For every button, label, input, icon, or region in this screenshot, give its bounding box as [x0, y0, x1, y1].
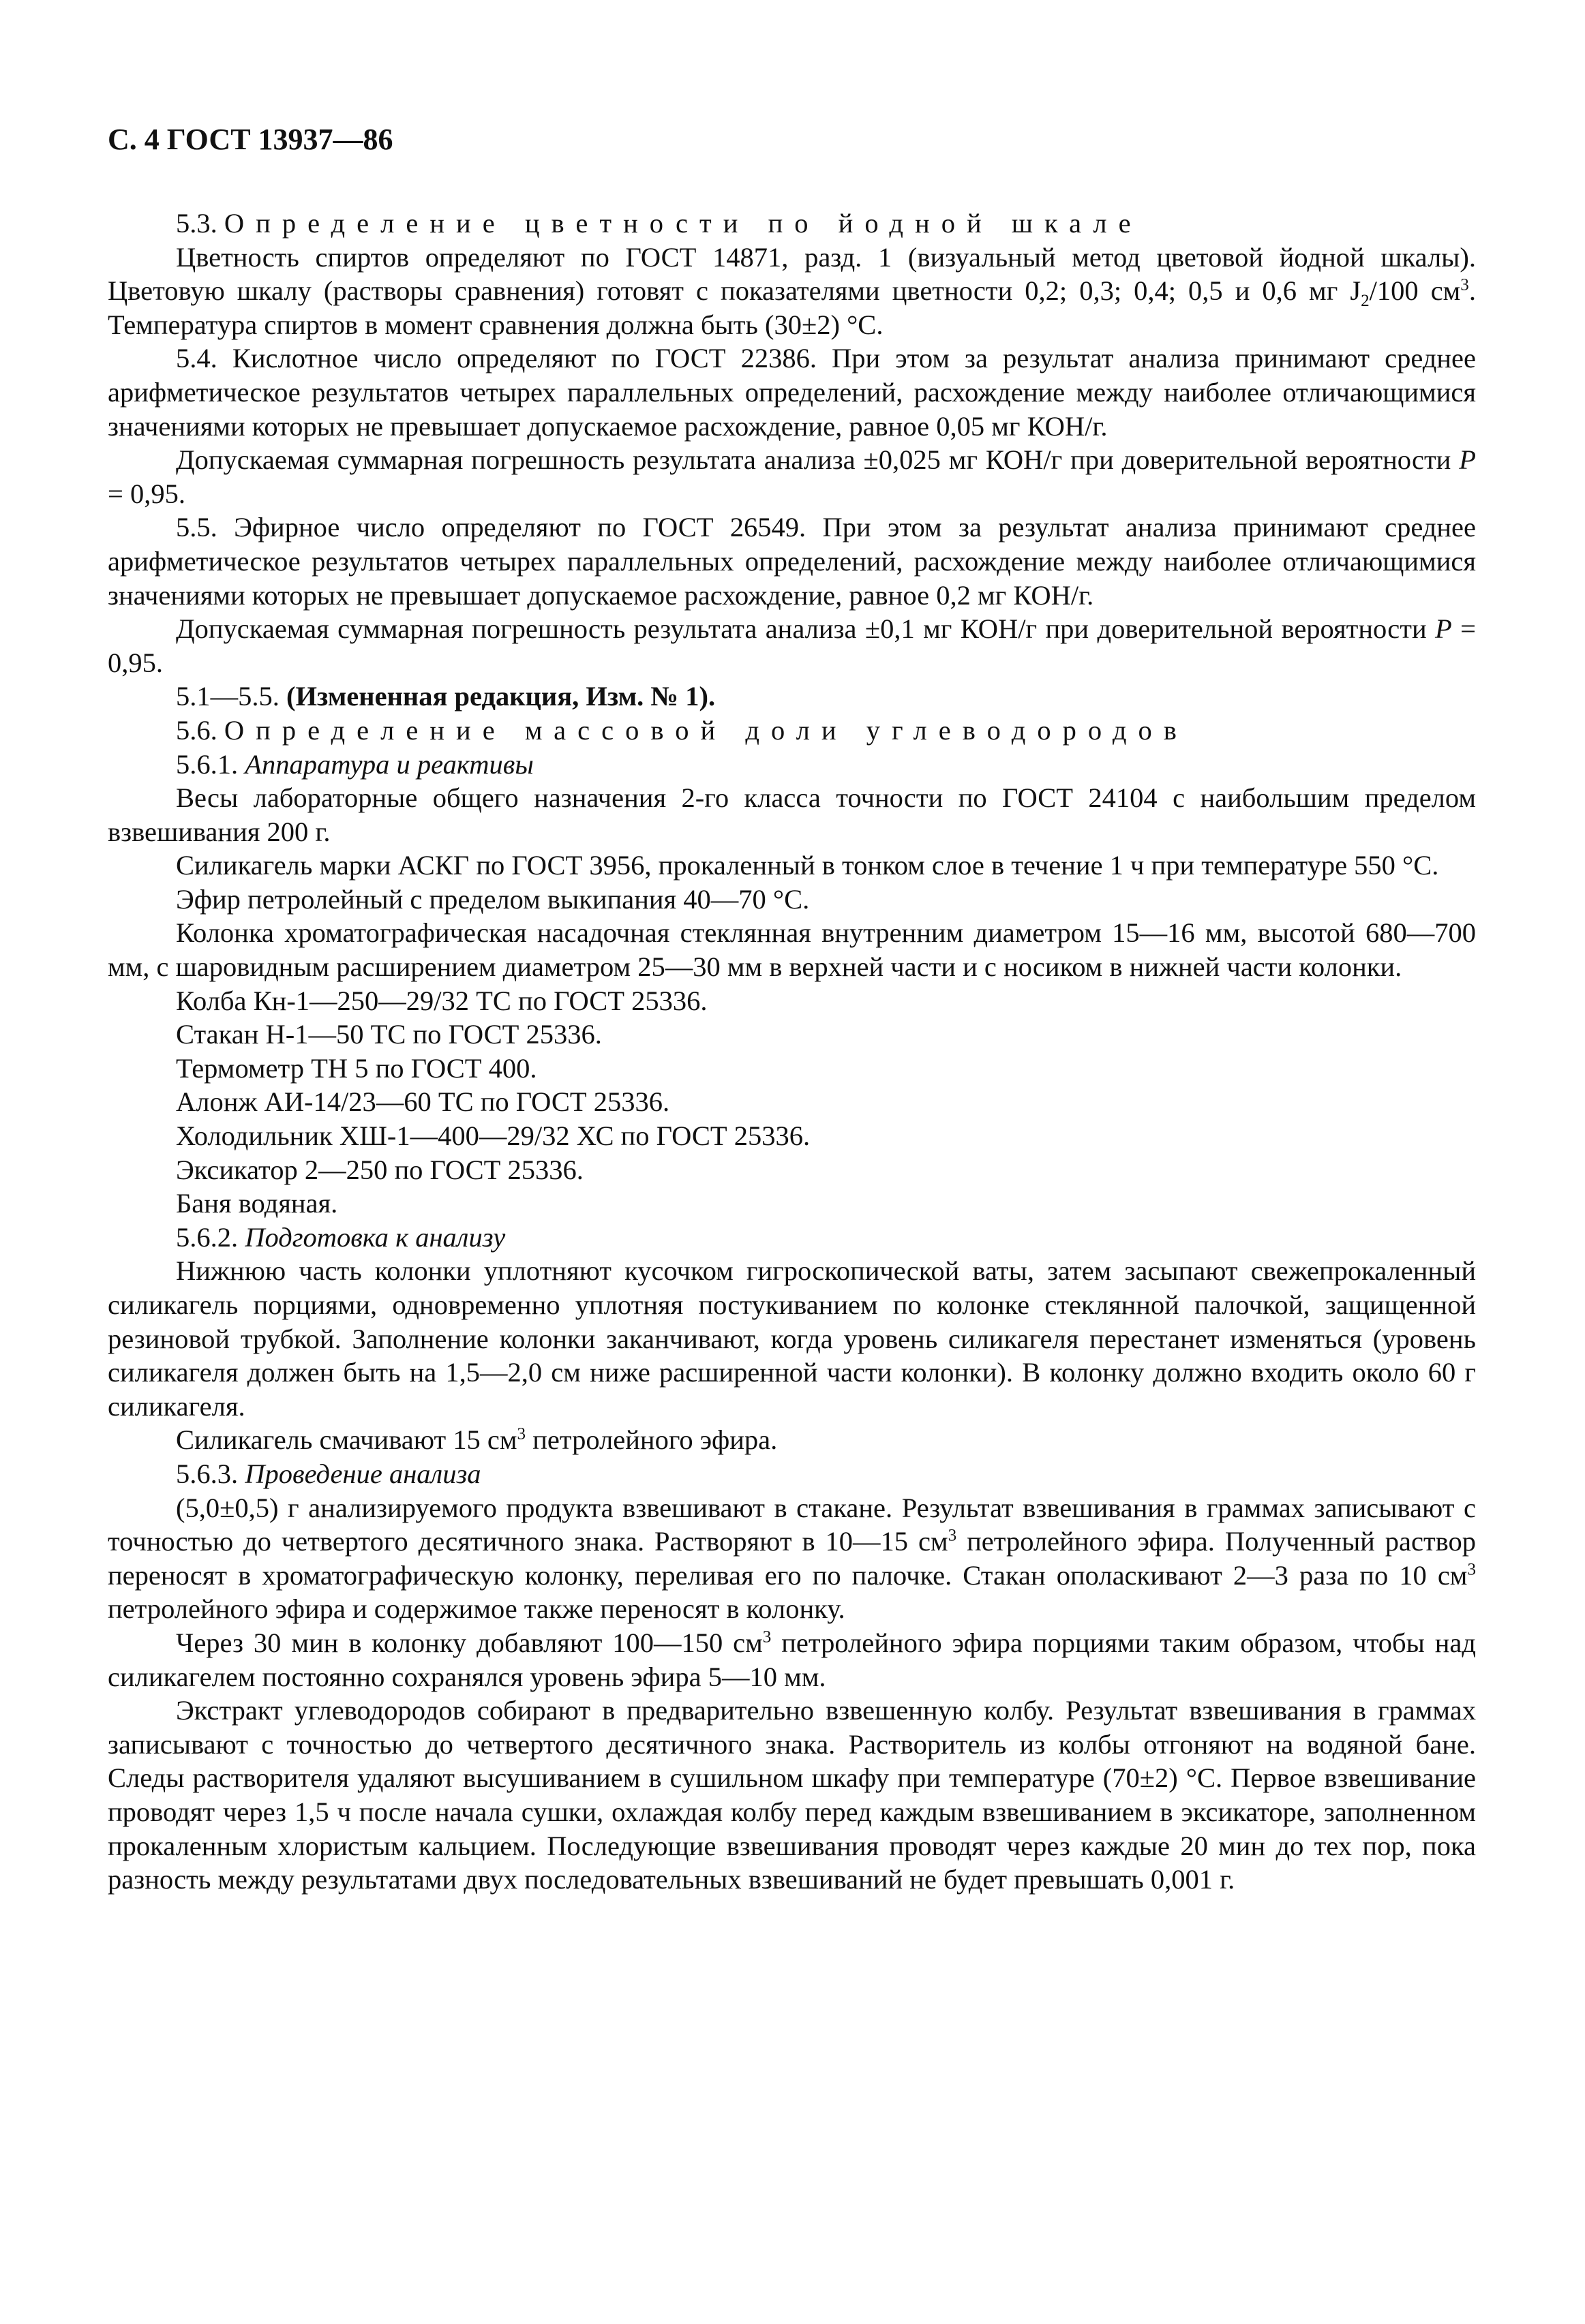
equipment-item: Колба Кн-1—250—29/32 ТС по ГОСТ 25336.: [176, 985, 708, 1016]
text-run: 5.1—5.5.: [176, 681, 286, 712]
section-number: 5.3.: [176, 208, 224, 239]
text-run: петролейного эфира.: [526, 1424, 778, 1456]
section-5-6-3-heading: [108, 1457, 1476, 1491]
superscript: 3: [517, 1424, 526, 1443]
section-number: 5.6.: [176, 714, 224, 746]
section-5-4-paragraph: 5.4. Кислотное число определяют по ГОСТ 22386. При этом за результат анализа принимают среднее арифметическое результатов четырех параллельных определений, расхождение между наиболее отличающимися значениями которых не превышает допускаемое расхождение, равное 0,05 мг КОН/г.: [108, 343, 1476, 442]
equipment-item: Баня водяная.: [176, 1188, 338, 1219]
section-5-6-2-heading: [108, 1221, 1476, 1255]
superscript: 3: [1467, 1560, 1476, 1579]
equipment-item: Термометр ТН 5 по ГОСТ 400.: [176, 1052, 537, 1084]
equipment-item: Эфир петролейный с пределом выкипания 40—70 °С.: [176, 883, 810, 915]
analysis-paragraph: [108, 1626, 1476, 1694]
equipment-item: Колонка хроматографическая насадочная стеклянная внутренним диаметром 15—16 мм, высотой 680—700 мм, с шаровидным расширением диаметром 25—30 мм в верхней части и с носиком в нижней части колонки.: [108, 917, 1476, 983]
equipment-item: Алонж АИ-14/23—60 ТС по ГОСТ 25336.: [176, 1086, 670, 1118]
section-number: 5.6.2.: [176, 1221, 245, 1253]
analysis-paragraph: Экстракт углеводородов собирают в предварительно взвешенную колбу. Результат взвешивания в граммах записывают с точностью до четвертого десятичного знака. Растворитель из колбы отгоняют на водяной бане. Следы растворителя удаляют высушиванием в сушильном шкафу при температуре (70±2) °С. Первое взвешивание проводят через 1,5 ч после начала сушки, охлаждая колбу перед каждым взвешиванием в эксикаторе, заполненном прокаленным хлористым кальцием. Последующие взвешивания проводят через каждые 20 мин до тех пор, пока разность между результатами двух последовательных взвешиваний не будет превышать 0,001 г.: [108, 1695, 1476, 1895]
edit-note: [108, 679, 1476, 714]
section-title: Аппаратура и реактивы: [245, 748, 534, 780]
section-title: Подготовка к анализу: [245, 1221, 506, 1253]
equipment-item: Холодильник ХШ-1—400—29/32 ХС по ГОСТ 25336.: [176, 1120, 811, 1152]
equipment-item: Стакан Н-1—50 ТС по ГОСТ 25336.: [176, 1019, 602, 1050]
section-5-3-heading: [108, 207, 1476, 241]
section-title: Определение массовой доли углеводородов: [224, 714, 1188, 746]
preparation-paragraph: Нижнюю часть колонки уплотняют кусочком гигроскопической ваты, затем засыпают свежепрокаленный силикагель порциями, одновременно уплотняя постукиванием по колонке стеклянной палочкой, защищенной резиновой трубкой. Заполнение колонки заканчивают, когда уровень силикагеля перестанет изменяться (уровень силикагеля должен быть на 1,5—2,0 см ниже расширенной части колонки). В колонку должно входить около 60 г силикагеля.: [108, 1255, 1476, 1422]
section-number: 5.6.3.: [176, 1458, 245, 1489]
section-number: 5.6.1.: [176, 748, 245, 780]
section-5-6-1-heading: [108, 748, 1476, 782]
text-run: . Температура спиртов в момент сравнения должна быть (30±2) °С.: [108, 275, 1476, 340]
page-header: С. 4 ГОСТ 13937—86: [108, 123, 393, 156]
preparation-paragraph: [108, 1423, 1476, 1457]
section-5-4-tolerance: [108, 443, 1476, 510]
equipment-item: Эксикатор 2—250 по ГОСТ 25336.: [176, 1154, 584, 1185]
superscript: 3: [948, 1526, 957, 1545]
section-title: Определение цветности по йодной шкале: [224, 208, 1143, 239]
subscript: 2: [1361, 292, 1370, 311]
text-run: Цветность спиртов определяют по ГОСТ 14871, разд. 1 (визуальный метод цветовой йодной шкалы). Цветовую шкалу (растворы сравнения) готовят с показателями цветности 0,2; 0,3; 0,4; 0,5 и 0,6 мг J: [108, 241, 1476, 307]
variable: Р: [1459, 444, 1476, 476]
variable: Р: [1435, 613, 1452, 645]
section-5-5-paragraph: 5.5. Эфирное число определяют по ГОСТ 26549. При этом за результат анализа принимают среднее арифметическое результатов четырех параллельных определений, расхождение между наиболее отличающимися значениями которых не превышает допускаемое расхождение, равное 0,2 мг КОН/г.: [108, 512, 1476, 611]
text-run: Через 30 мин в колонку добавляют 100—150 см: [176, 1627, 763, 1658]
section-5-6-heading: [108, 714, 1476, 748]
text-run: = 0,95.: [108, 613, 1476, 678]
text-run: Силикагель смачивают 15 см: [176, 1424, 517, 1456]
text-run: петролейного эфира порциями таким образом, чтобы над силикагелем постоянно сохранялся уровень эфира 5—10 мм.: [108, 1627, 1476, 1692]
text-run: /100 см: [1369, 275, 1461, 307]
section-5-5-tolerance: [108, 612, 1476, 679]
section-5-3-paragraph: [108, 241, 1476, 342]
text-run: петролейного эфира и содержимое также переносят в колонку.: [108, 1593, 845, 1625]
edit-note-bold: (Измененная редакция, Изм. № 1).: [286, 681, 716, 712]
superscript: 3: [762, 1627, 772, 1647]
text-run: петролейного эфира. Полученный раствор переносят в хроматографическую колонку, переливая его по палочке. Стакан ополаскивают 2—3 раза по 10 см: [108, 1526, 1477, 1591]
equipment-item: Весы лабораторные общего назначения 2-го класса точности по ГОСТ 24104 с наибольшим пределом взвешивания 200 г.: [108, 782, 1476, 847]
analysis-paragraph: [108, 1491, 1476, 1626]
section-title: Проведение анализа: [245, 1458, 481, 1489]
text-run: Допускаемая суммарная погрешность результата анализа ±0,025 мг КОН/г при доверительной вероятности: [176, 444, 1460, 476]
text-run: Допускаемая суммарная погрешность результата анализа ±0,1 мг КОН/г при доверительной вероятности: [176, 613, 1436, 645]
superscript: 3: [1460, 275, 1469, 294]
equipment-item: Силикагель марки АСКГ по ГОСТ 3956, прокаленный в тонком слое в течение 1 ч при температуре 550 °С.: [176, 850, 1439, 881]
text-run: = 0,95.: [108, 478, 185, 509]
text-run: (5,0±0,5) г анализируемого продукта взвешивают в стакане. Результат взвешивания в граммах записывают с точностью до четвертого десятичного знака. Растворяют в 10—15 см: [108, 1492, 1476, 1557]
